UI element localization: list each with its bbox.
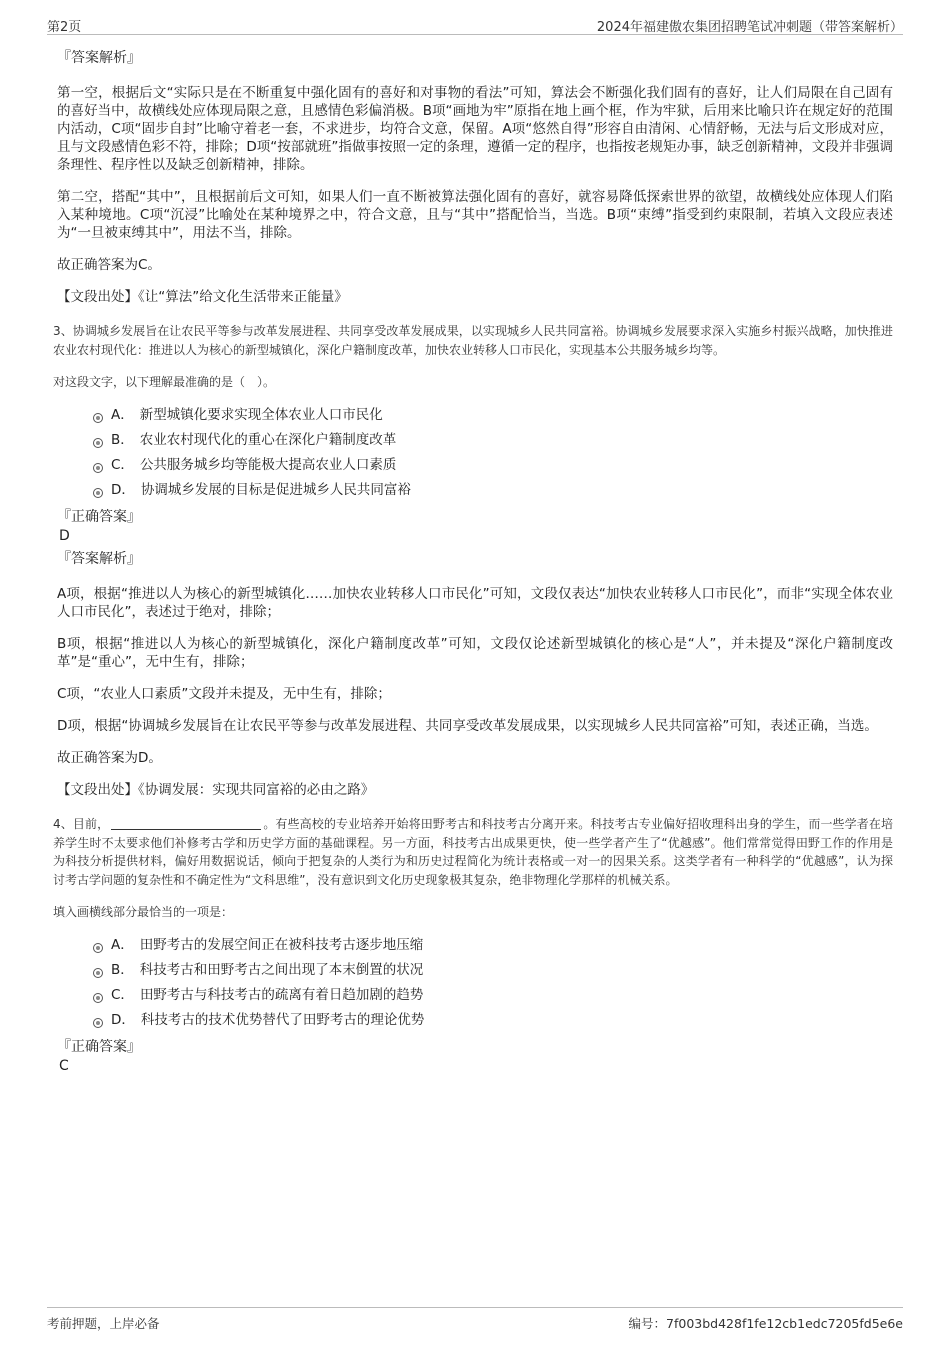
document-title: 2024年福建傲农集团招聘笔试冲刺题（带答案解析） [596, 20, 903, 35]
radio-icon[interactable] [93, 943, 103, 953]
correct-answer: C [59, 1058, 69, 1074]
source-citation: 【文段出处】《协调发展：实现共同富裕的必由之路》 [57, 782, 375, 798]
radio-icon[interactable] [93, 463, 103, 473]
source-citation: 【文段出处】《让“算法”给文化生活带来正能量》 [57, 289, 348, 305]
analysis-label: 『答案解析』 [57, 551, 141, 567]
option-a[interactable] [93, 403, 893, 428]
option-text: 新型城镇化要求实现全体农业人口市民化 [139, 407, 383, 423]
option-c[interactable] [93, 983, 893, 1008]
option-text: 公共服务城乡均等能极大提高农业人口素质 [139, 457, 397, 473]
question-4-prompt: 填入画横线部分最恰当的一项是： [53, 905, 234, 919]
radio-icon[interactable] [93, 1018, 103, 1028]
option-key: D． [111, 1012, 135, 1028]
option-key: A． [111, 407, 134, 423]
question-4-prefix: 4、目前， [53, 817, 110, 831]
option-d[interactable] [93, 478, 893, 503]
page-header [47, 14, 903, 35]
analysis-paragraph: B项，根据“推进以人为核心的新型城镇化，深化户籍制度改革”可知，文段仅论述新型城镇化的核心是“人”，并未提及“深化户籍制度改革”是“重心”，无中生有，排除； [57, 636, 893, 670]
page-number: 第2页 [47, 20, 82, 35]
option-key: A． [111, 937, 134, 953]
radio-icon[interactable] [93, 413, 103, 423]
option-b[interactable] [93, 958, 893, 983]
question-3-prompt: 对这段文字，以下理解最准确的是（ ）。 [53, 375, 276, 389]
question-4-body: 。有些高校的专业培养开始将田野考古和科技考古分离开来。科技考古专业偏好招收理科出身的学生，而一些学者在培养学生时不太要求他们补修考古学和历史学方面的基础课程。另一方面，科技考古出成果更快，使一些学者产生了“优越感”。他们常常觉得田野工作的作用是为科技分析提供材料，偏好用数据说话，倾向于把复杂的人类行为和历史过程简化为统计表格或一对一的因果关系。这类学者有一种科学的“优越感”，认为探讨考古学问题的复杂性和不确定性为“文科思维”，没有意识到文化历史现象极其复杂，绝非物理化学那样的机械关系。 [53, 817, 893, 887]
page-footer [47, 1307, 903, 1332]
option-key: C． [111, 987, 134, 1003]
option-d[interactable] [93, 1008, 893, 1033]
analysis-conclusion: 故正确答案为C。 [57, 257, 161, 273]
footer-slogan: 考前押题，上岸必备 [47, 1316, 160, 1331]
option-text: 科技考古的技术优势替代了田野考古的理论优势 [140, 1012, 425, 1028]
option-a[interactable] [93, 933, 893, 958]
question-4-options [93, 933, 893, 1033]
option-key: C． [111, 457, 134, 473]
option-text: 协调城乡发展的目标是促进城乡人民共同富裕 [140, 482, 411, 498]
analysis-label: 『答案解析』 [57, 50, 141, 66]
analysis-paragraph: 第一空，根据后文“实际只是在不断重复中强化固有的喜好和对事物的看法”可知，算法会不断强化我们固有的喜好，让人们局限在自己固有的喜好当中，故横线处应体现局限之意，且感情色彩偏消极。B项“画地为牢”原指在地上画个框，作为牢狱，后用来比喻只许在规定好的范围内活动，C项“固步自封”比喻守着老一套，不求进步，均符合文意，保留。A项“悠然自得”形容自由清闲、心情舒畅，无法与后文形成对应，且与文段感情色彩不符，排除；D项“按部就班”指做事按照一定的条理，遵循一定的程序，也指按老规矩办事，缺乏创新精神，文段并非强调条理性、程序性以及缺乏创新精神，排除。 [57, 85, 893, 173]
radio-icon[interactable] [93, 488, 103, 498]
analysis-paragraph: 第二空，搭配“其中”，且根据前后文可知，如果人们一直不断被算法强化固有的喜好，就容易降低探索世界的欲望，故横线处应体现人们陷入某种境地。C项“沉浸”比喻处在某种境界之中，符合文意，且与“其中”搭配恰当，当选。B项“束缚”指受到约束限制，若填入文段应表述为“一旦被束缚其中”，用法不当，排除。 [57, 189, 893, 241]
analysis-paragraph: A项，根据“推进以人为核心的新型城镇化……加快农业转移人口市民化”可知，文段仅表达“加快农业转移人口市民化”，而非“实现全体农业人口市民化”，表述过于绝对，排除； [57, 586, 893, 620]
document-code: 编号：7f003bd428f1fe12cb1edc7205fd5e6e [628, 1316, 903, 1331]
option-c[interactable] [93, 453, 893, 478]
analysis-paragraph: C项，“农业人口素质”文段并未提及，无中生有，排除； [57, 686, 391, 702]
page-content [53, 44, 893, 1075]
option-text: 农业农村现代化的重心在深化户籍制度改革 [139, 432, 397, 448]
analysis-paragraph: D项，根据“协调城乡发展旨在让农民平等参与改革发展进程、共同享受改革发展成果，以实现城乡人民共同富裕”可知，表述正确，当选。 [57, 718, 878, 734]
option-text: 田野考古的发展空间正在被科技考古逐步地压缩 [139, 937, 424, 953]
option-b[interactable] [93, 428, 893, 453]
radio-icon[interactable] [93, 968, 103, 978]
question-3-text: 3、协调城乡发展旨在让农民平等参与改革发展进程、共同享受改革发展成果，以实现城乡人民共同富裕。协调城乡发展要求深入实施乡村振兴战略，加快推进农业农村现代化：推进以人为核心的新型城镇化，深化户籍制度改革，加快农业转移人口市民化，实现基本公共服务城乡均等。 [53, 324, 893, 357]
correct-answer-label: 『正确答案』 [57, 1039, 141, 1055]
fill-blank [111, 817, 261, 830]
radio-icon[interactable] [93, 438, 103, 448]
correct-answer: D [59, 528, 70, 544]
option-key: B． [111, 432, 134, 448]
analysis-conclusion: 故正确答案为D。 [57, 750, 162, 766]
question-4-text [53, 815, 893, 889]
option-key: D． [111, 482, 135, 498]
question-3-options [93, 403, 893, 503]
option-text: 科技考古和田野考古之间出现了本末倒置的状况 [139, 962, 424, 978]
option-key: B． [111, 962, 134, 978]
option-text: 田野考古与科技考古的疏离有着日趋加剧的趋势 [139, 987, 424, 1003]
correct-answer-label: 『正确答案』 [57, 509, 141, 525]
radio-icon[interactable] [93, 993, 103, 1003]
